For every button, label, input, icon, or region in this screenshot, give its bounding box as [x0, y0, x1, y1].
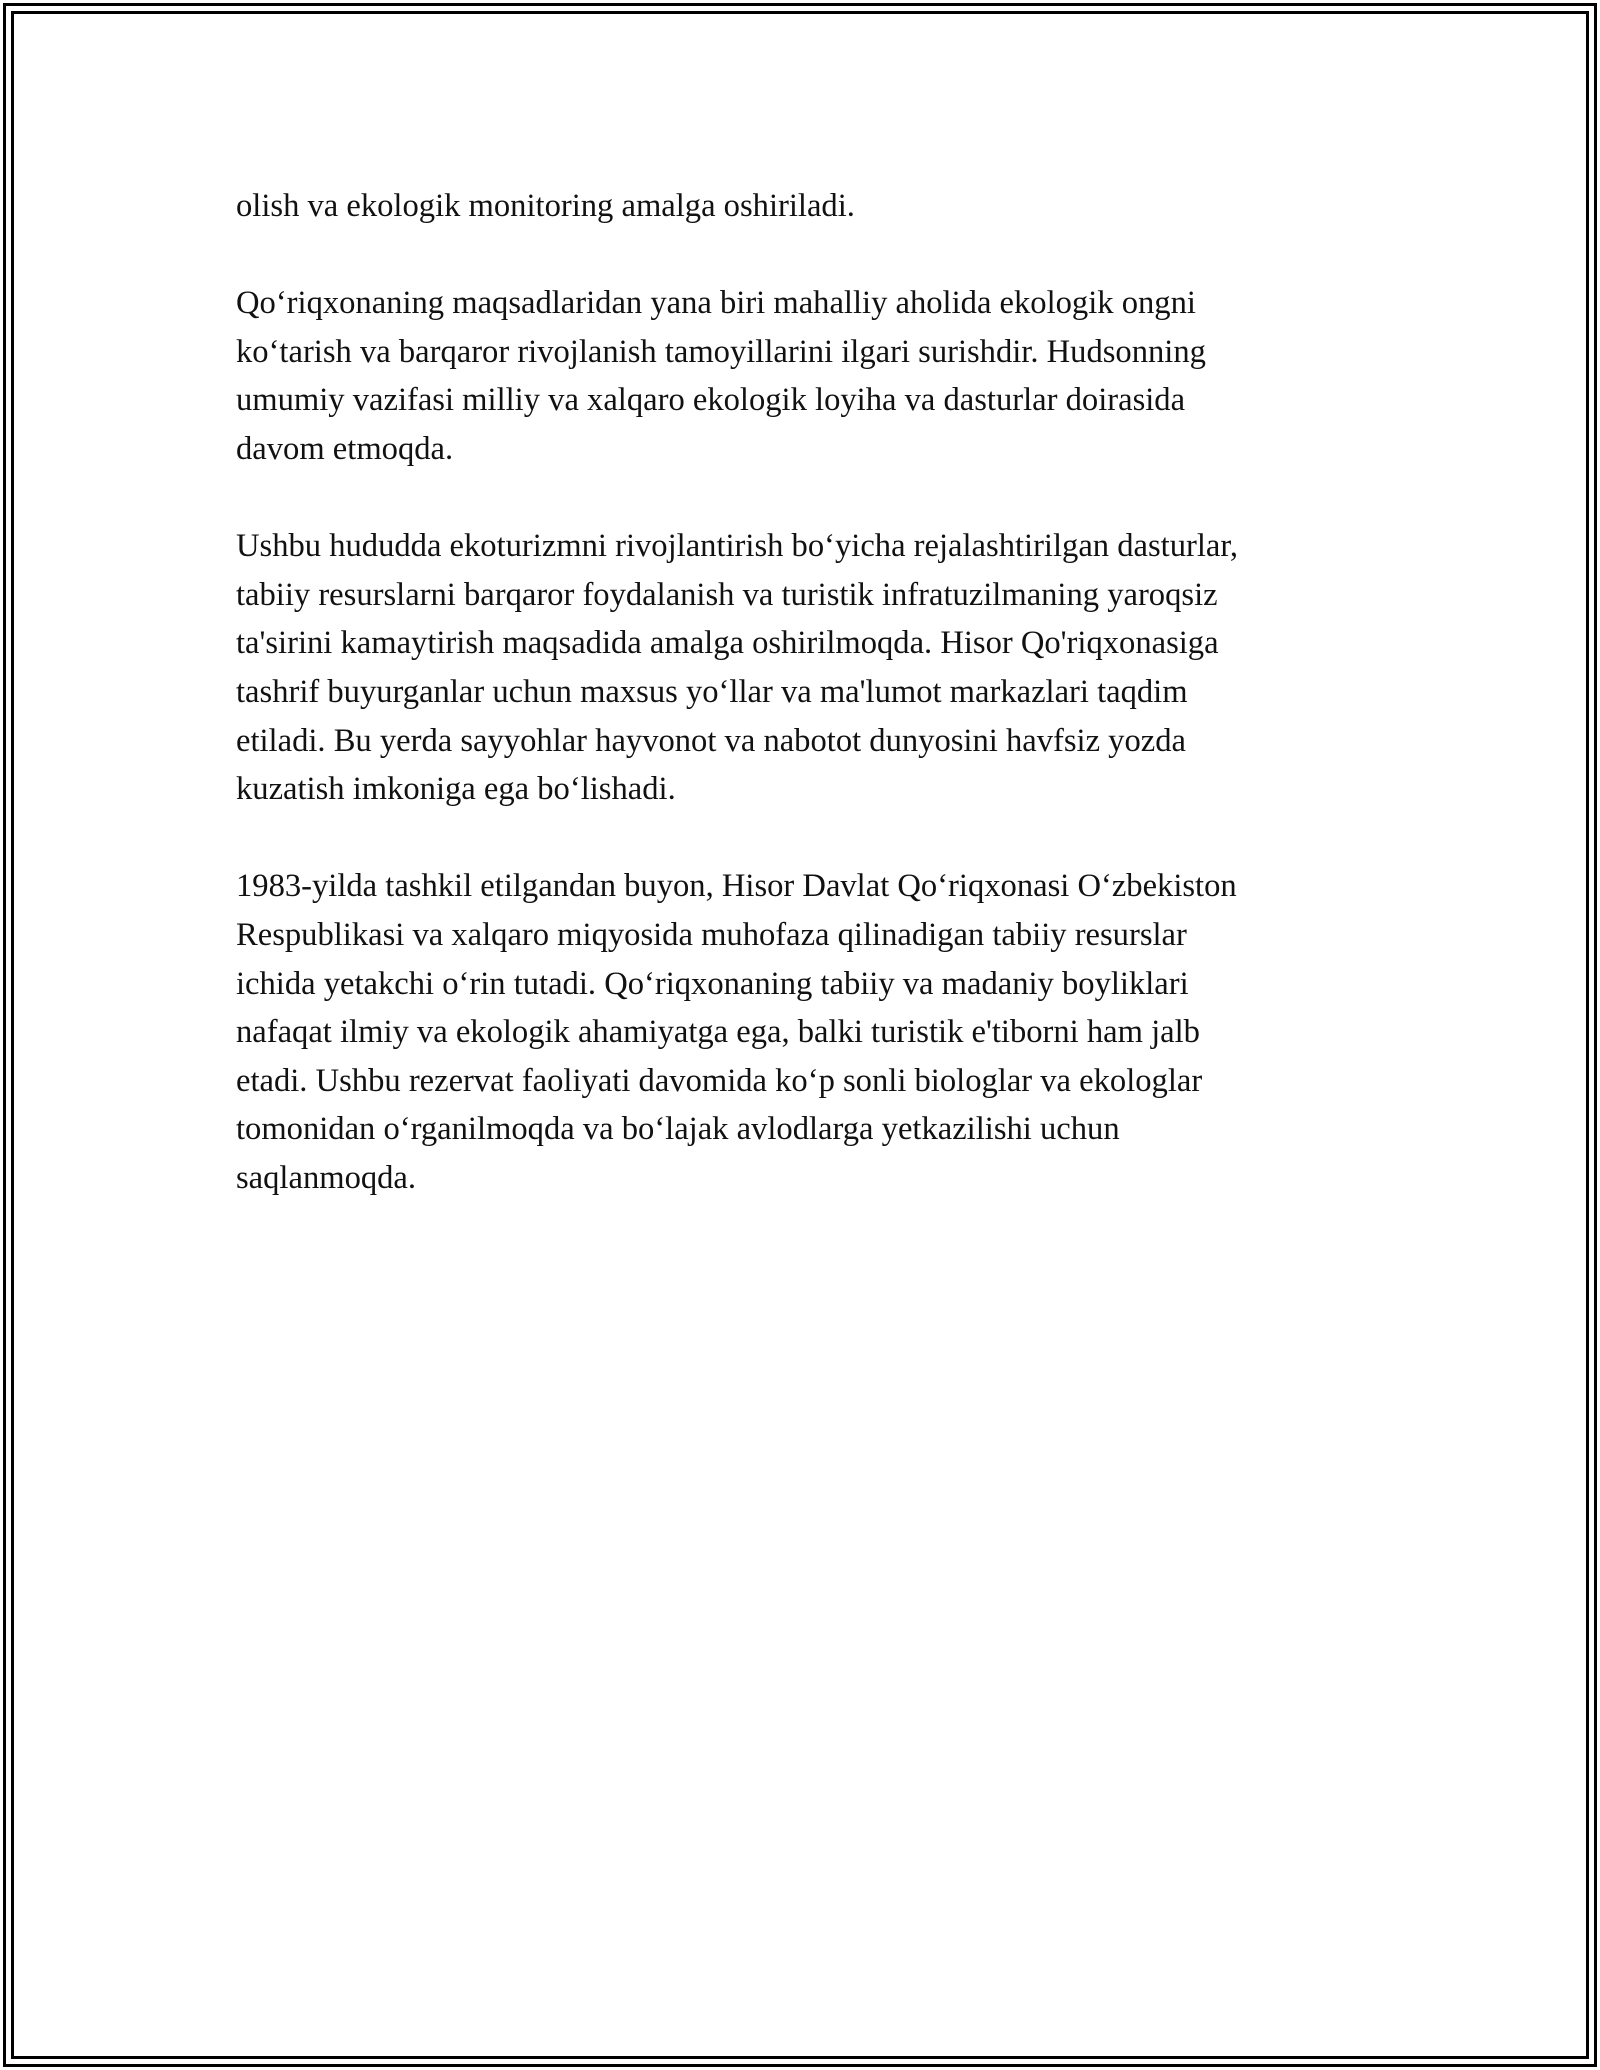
document-body — [236, 182, 1376, 1251]
paragraph-2: Qo‘riqxonaning maqsadlaridan yana biri mahalliy aholida ekologik ongni ko‘tarish va barqaror rivojlanish tamoyillarini ilgari surishdir. Hudsonning umumiy vazifasi milliy va xalqaro ekologik loyiha va dasturlar doirasida davom etmoqda. — [236, 285, 1206, 467]
paragraph-4: 1983-yilda tashkil etilgandan buyon, Hisor Davlat Qo‘riqxonasi O‘zbekiston Respublikasi va xalqaro miqyosida muhofaza qilinadigan tabiiy resurslar ichida yetakchi o‘rin tutadi. Qo‘riqxonaning tabiiy va madaniy boyliklari nafaqat ilmiy va ekologik ahamiyatga ega, balki turistik e'tiborni ham jalb etadi. Ushbu rezervat faoliyati davomida ko‘p sonli biologlar va ekologlar tomonidan o‘rganilmoqda va bo‘lajak avlodlarga yetkazilishi uchun saqlanmoqda. — [236, 868, 1237, 1196]
paragraph-3: Ushbu hududda ekoturizmni rivojlantirish bo‘yicha rejalashtirilgan dasturlar, tabiiy resurslarni barqaror foydalanish va turistik infratuzilmaning yaroqsiz ta'sirini kamaytirish maqsadida amalga oshirilmoqda. Hisor Qo'riqxonasiga tashrif buyurganlar uchun maxsus yo‘llar va ma'lumot markazlari taqdim etiladi. Bu yerda sayyohlar hayvonot va nabotot dunyosini havfsiz yozda kuzatish imkoniga ega bo‘lishadi. — [236, 528, 1239, 808]
paragraph-1: olish va ekologik monitoring amalga oshiriladi. — [236, 188, 855, 224]
